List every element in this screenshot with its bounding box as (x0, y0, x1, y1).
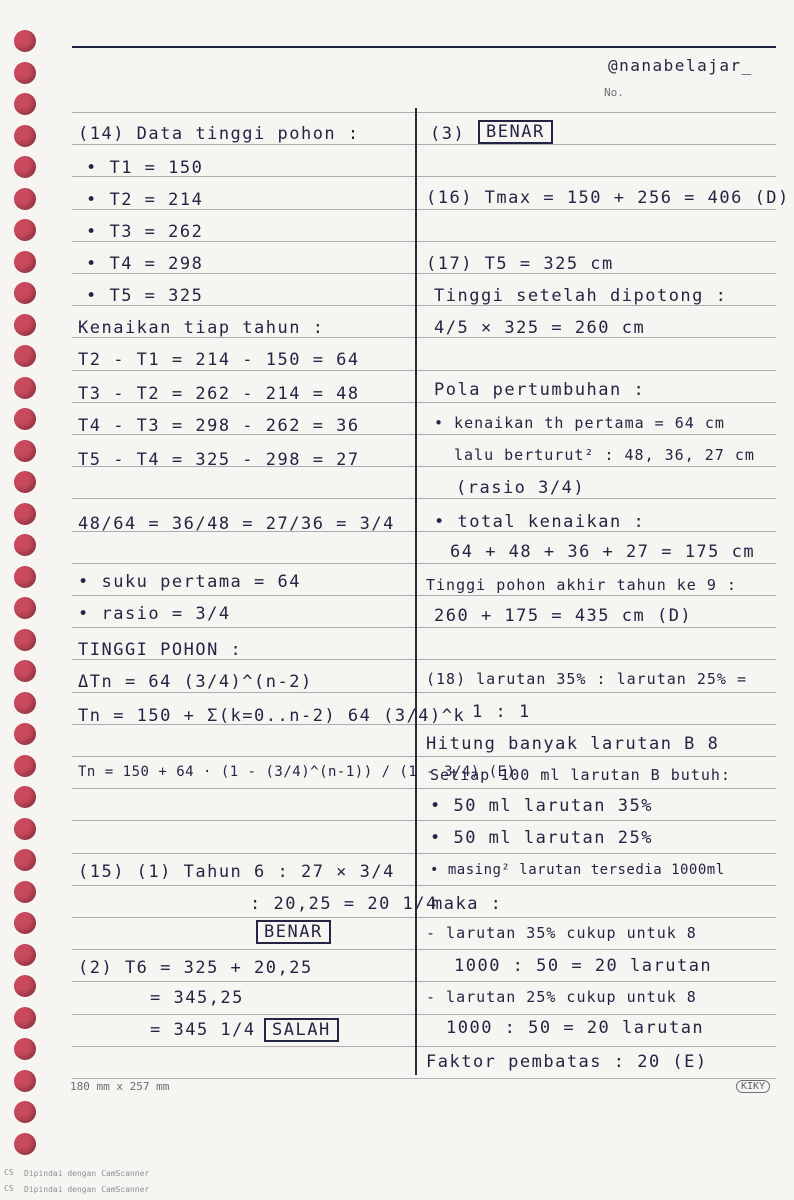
spiral-hole (14, 30, 36, 52)
q18-ratio-value: 1 : 1 (472, 702, 531, 722)
spiral-hole (14, 1101, 36, 1123)
q18-need-25: • 50 ml larutan 25% (430, 828, 653, 848)
final-heading: Tinggi pohon akhir tahun ke 9 : (426, 576, 737, 594)
q18-cukup-35: - larutan 35% cukup untuk 8 (426, 924, 697, 942)
scanner-note-1: Dipindai dengan CamScanner (24, 1169, 150, 1178)
spiral-hole (14, 534, 36, 556)
ruled-line (72, 498, 776, 499)
t3: • T3 = 262 (86, 222, 204, 242)
spiral-hole (14, 912, 36, 934)
ruled-line (72, 1046, 776, 1047)
delta-tn: ΔTn = 64 (3/4)^(n-2) (78, 672, 313, 692)
final-calc: 260 + 175 = 435 cm (D) (434, 606, 693, 626)
q15-part1-verdict: BENAR (256, 920, 331, 944)
ruled-line (72, 885, 776, 886)
ruled-line (72, 112, 776, 113)
spiral-hole (14, 440, 36, 462)
pola-ratio: (rasio 3/4) (456, 478, 586, 498)
total-heading: • total kenaikan : (434, 512, 646, 532)
spiral-hole (14, 1070, 36, 1092)
spiral-hole (14, 156, 36, 178)
q18-ratio: (18) larutan 35% : larutan 25% = (426, 670, 747, 688)
spiral-hole (14, 881, 36, 903)
pola-next: lalu berturut² : 48, 36, 27 cm (454, 446, 755, 464)
spiral-hole (14, 597, 36, 619)
ruled-line (72, 563, 776, 564)
diff-2: T3 - T2 = 262 - 214 = 48 (78, 384, 360, 404)
ruled-line (72, 853, 776, 854)
spiral-hole (14, 944, 36, 966)
spiral-hole (14, 755, 36, 777)
spiral-hole (14, 1038, 36, 1060)
q15-part1: (15) (1) Tahun 6 : 27 × 3/4 (78, 862, 395, 882)
q15-part2-step: = 345,25 (150, 988, 244, 1008)
spiral-hole (14, 1007, 36, 1029)
spiral-hole (14, 408, 36, 430)
ruled-line (72, 917, 776, 918)
q17-t5: (17) T5 = 325 cm (426, 254, 614, 274)
spiral-hole (14, 282, 36, 304)
spiral-hole (14, 566, 36, 588)
t1: • T1 = 150 (86, 158, 204, 178)
spiral-hole (14, 314, 36, 336)
spiral-hole (14, 125, 36, 147)
ruled-line (72, 144, 776, 145)
q18-hitung: Hitung banyak larutan B 8 (426, 734, 720, 754)
spiral-hole (14, 251, 36, 273)
ruled-line (72, 788, 776, 789)
spiral-hole (14, 503, 36, 525)
q18-cukup-25: - larutan 25% cukup untuk 8 (426, 988, 697, 1006)
spiral-hole (14, 629, 36, 651)
column-divider (415, 108, 417, 1075)
q16-answer: (16) Tmax = 150 + 256 = 406 (D) (426, 188, 790, 208)
pola-first: • kenaikan th pertama = 64 cm (434, 414, 725, 432)
q18-maka: maka : (432, 894, 503, 914)
ruled-line (72, 949, 776, 950)
q15-part2-result: = 345 1/4 (150, 1020, 256, 1040)
first-term: • suku pertama = 64 (78, 572, 301, 592)
t2: • T2 = 214 (86, 190, 204, 210)
q18-calc-35: 1000 : 50 = 20 larutan (454, 956, 713, 976)
q18-setiap: Setiap 100 ml larutan B butuh: (430, 766, 731, 784)
spiral-hole (14, 345, 36, 367)
q18-calc-25: 1000 : 50 = 20 larutan (446, 1018, 705, 1038)
ruled-line (72, 1078, 776, 1079)
spiral-hole (14, 975, 36, 997)
q15-part2-verdict: SALAH (264, 1018, 339, 1042)
ruled-line (72, 1014, 776, 1015)
kenaikan-heading: Kenaikan tiap tahun : (78, 318, 325, 338)
tn-sum: Tn = 150 + Σ(k=0..n-2) 64 (3/4)^k (78, 706, 466, 726)
q18-tersedia: • masing² larutan tersedia 1000ml (430, 862, 725, 878)
brand-logo: KIKY (736, 1080, 770, 1093)
spiral-hole (14, 818, 36, 840)
header-line (72, 46, 776, 48)
ruled-line (72, 820, 776, 821)
spiral-hole (14, 471, 36, 493)
tinggi-heading: TINGGI POHON : (78, 640, 243, 660)
q15-part2: (2) T6 = 325 + 20,25 (78, 958, 313, 978)
cs-mark-1: CS (4, 1168, 14, 1177)
spiral-hole (14, 692, 36, 714)
cs-mark-2: CS (4, 1184, 14, 1193)
q15-part1-result: : 20,25 = 20 1/4 (250, 894, 438, 914)
ruled-line (72, 627, 776, 628)
diff-4: T5 - T4 = 325 - 298 = 27 (78, 450, 360, 470)
t4: • T4 = 298 (86, 254, 204, 274)
tn-formula: Tn = 150 + 64 · (1 - (3/4)^(n-1)) / (1 - 3/4) (E) (78, 764, 516, 780)
spiral-hole (14, 188, 36, 210)
spiral-hole (14, 93, 36, 115)
t5: • T5 = 325 (86, 286, 204, 306)
q15-part3-verdict: BENAR (478, 120, 553, 144)
spiral-holes (0, 0, 60, 1200)
ruled-line (72, 595, 776, 596)
ratio-check: 48/64 = 36/48 = 27/36 = 3/4 (78, 514, 395, 534)
diff-1: T2 - T1 = 214 - 150 = 64 (78, 350, 360, 370)
q17-cut-calc: 4/5 × 325 = 260 cm (434, 318, 646, 338)
scanner-note-2: Dipindai dengan CamScanner (24, 1185, 150, 1194)
q17-cut-heading: Tinggi setelah dipotong : (434, 286, 728, 306)
q18-need-35: • 50 ml larutan 35% (430, 796, 653, 816)
author-handle: @nanabelajar_ (608, 56, 753, 75)
ruled-line (72, 981, 776, 982)
no-label: No. (604, 86, 624, 99)
spiral-hole (14, 1133, 36, 1155)
spiral-hole (14, 786, 36, 808)
ratio: • rasio = 3/4 (78, 604, 231, 624)
pola-heading: Pola pertumbuhan : (434, 380, 646, 400)
spiral-hole (14, 723, 36, 745)
spiral-hole (14, 219, 36, 241)
ruled-line (72, 756, 776, 757)
paper-size: 180 mm x 257 mm (70, 1080, 170, 1093)
q14-title: (14) Data tinggi pohon : (78, 124, 360, 144)
diff-3: T4 - T3 = 298 - 262 = 36 (78, 416, 360, 436)
q18-answer: Faktor pembatas : 20 (E) (426, 1052, 708, 1072)
spiral-hole (14, 62, 36, 84)
spiral-hole (14, 660, 36, 682)
q15-part3: (3) (430, 124, 466, 144)
total-calc: 64 + 48 + 36 + 27 = 175 cm (450, 542, 756, 562)
spiral-hole (14, 849, 36, 871)
spiral-hole (14, 377, 36, 399)
